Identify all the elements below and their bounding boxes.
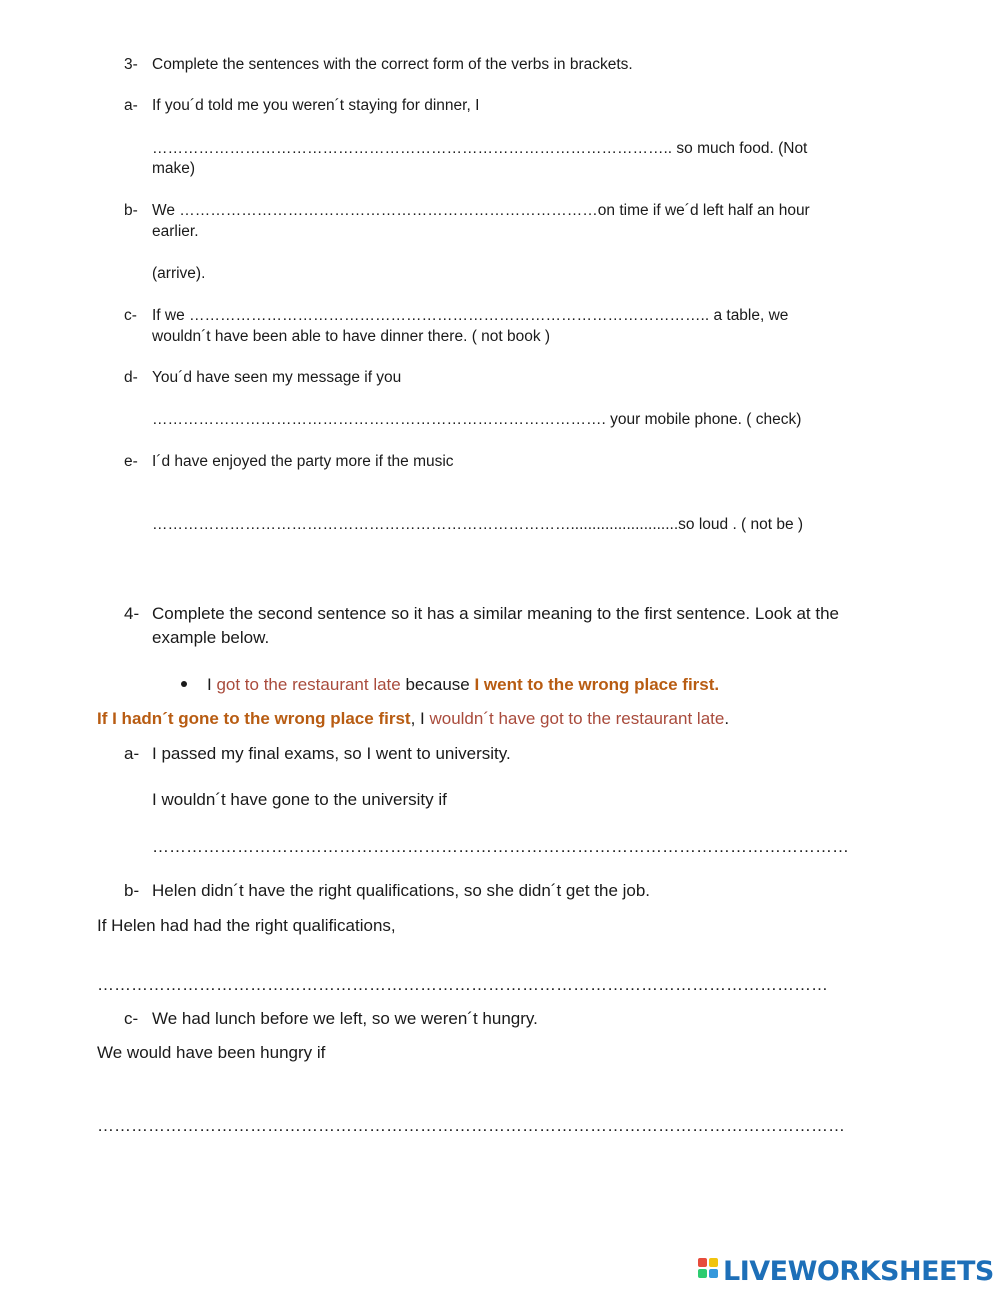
- item-4a-text: I passed my final exams, so I went to university.: [152, 744, 511, 763]
- item-4c-text: We had lunch before we left, so we weren´t hungry.: [152, 1009, 538, 1028]
- example-sentence: [207, 675, 719, 695]
- exercise-4-number: 4-: [124, 604, 140, 623]
- item-3a-verb: make): [152, 160, 196, 177]
- item-3c-answer-line[interactable]: If we ……………………………………………………………………………………….. a table, we: [152, 307, 789, 324]
- item-3e-answer-line[interactable]: ……………………………………………………………………….........................so loud . ( not be ): [152, 516, 804, 533]
- item-4b-label: b-: [124, 881, 140, 900]
- example-part: , I: [410, 709, 430, 728]
- item-3c-text: wouldn´t have been able to have dinner there. ( not book ): [152, 328, 551, 345]
- example-highlight-result: got to the restaurant late: [216, 675, 401, 694]
- item-4a-answer-line[interactable]: ……………………………………………………………………………………………………………: [152, 837, 849, 856]
- example-part: I: [207, 675, 217, 694]
- item-3b-verb: (arrive).: [152, 265, 206, 282]
- example-part: because: [400, 675, 475, 694]
- exercise-3-number: 3-: [124, 56, 138, 73]
- example-answer-result: wouldn´t have got to the restaurant late: [429, 709, 725, 728]
- item-3b-label: b-: [124, 202, 138, 219]
- item-4b-answer-line[interactable]: …………………………………………………………………………………………………………………: [97, 975, 828, 994]
- exercise-4-instruction: Complete the second sentence so it has a similar meaning to the first sentence. Look at the: [152, 604, 839, 623]
- example-answer: [97, 709, 729, 729]
- item-3b-text: earlier.: [152, 223, 199, 240]
- item-4a-prompt: I wouldn´t have gone to the university if: [152, 790, 447, 809]
- item-4c-prompt: We would have been hungry if: [97, 1043, 326, 1062]
- item-3d-text: You´d have seen my message if you: [152, 369, 402, 386]
- item-3c-label: c-: [124, 307, 137, 324]
- logo-blocks-icon: [698, 1256, 720, 1286]
- item-3a-label: a-: [124, 97, 138, 114]
- example-answer-condition: If I hadn´t gone to the wrong place first: [97, 709, 411, 728]
- exercise-3-instruction: Complete the sentences with the correct form of the verbs in brackets.: [152, 56, 633, 73]
- item-3d-answer-line[interactable]: ……………………………………………………………………………. your mobile phone. ( check): [152, 411, 802, 428]
- item-3e-text: I´d have enjoyed the party more if the music: [152, 453, 454, 470]
- item-3e-label: e-: [124, 453, 138, 470]
- item-3d-label: d-: [124, 369, 138, 386]
- example-highlight-cause: I went to the wrong place first.: [474, 675, 720, 694]
- item-3b-answer-line[interactable]: We ………………………………………………………………………on time if we´d left half an hour: [152, 202, 810, 219]
- example-part: .: [724, 709, 730, 728]
- item-4a-label: a-: [124, 744, 140, 763]
- logo-text: LIVEWORKSHEETS: [723, 1255, 994, 1287]
- item-4c-label: c-: [124, 1009, 139, 1028]
- item-4b-prompt: If Helen had had the right qualifications,: [97, 916, 396, 935]
- exercise-4-instruction-cont: example below.: [152, 628, 270, 647]
- bullet-icon: [181, 681, 187, 687]
- item-3a-answer-line[interactable]: ……………………………………………………………………………………….. so much food. (Not: [152, 140, 808, 157]
- liveworksheets-logo[interactable]: [698, 1254, 994, 1288]
- item-4b-text: Helen didn´t have the right qualifications, so she didn´t get the job.: [152, 881, 651, 900]
- item-3a-text: If you´d told me you weren´t staying for dinner, I: [152, 97, 480, 114]
- item-4c-answer-line[interactable]: ……………………………………………………………………………………………………………………: [97, 1116, 845, 1135]
